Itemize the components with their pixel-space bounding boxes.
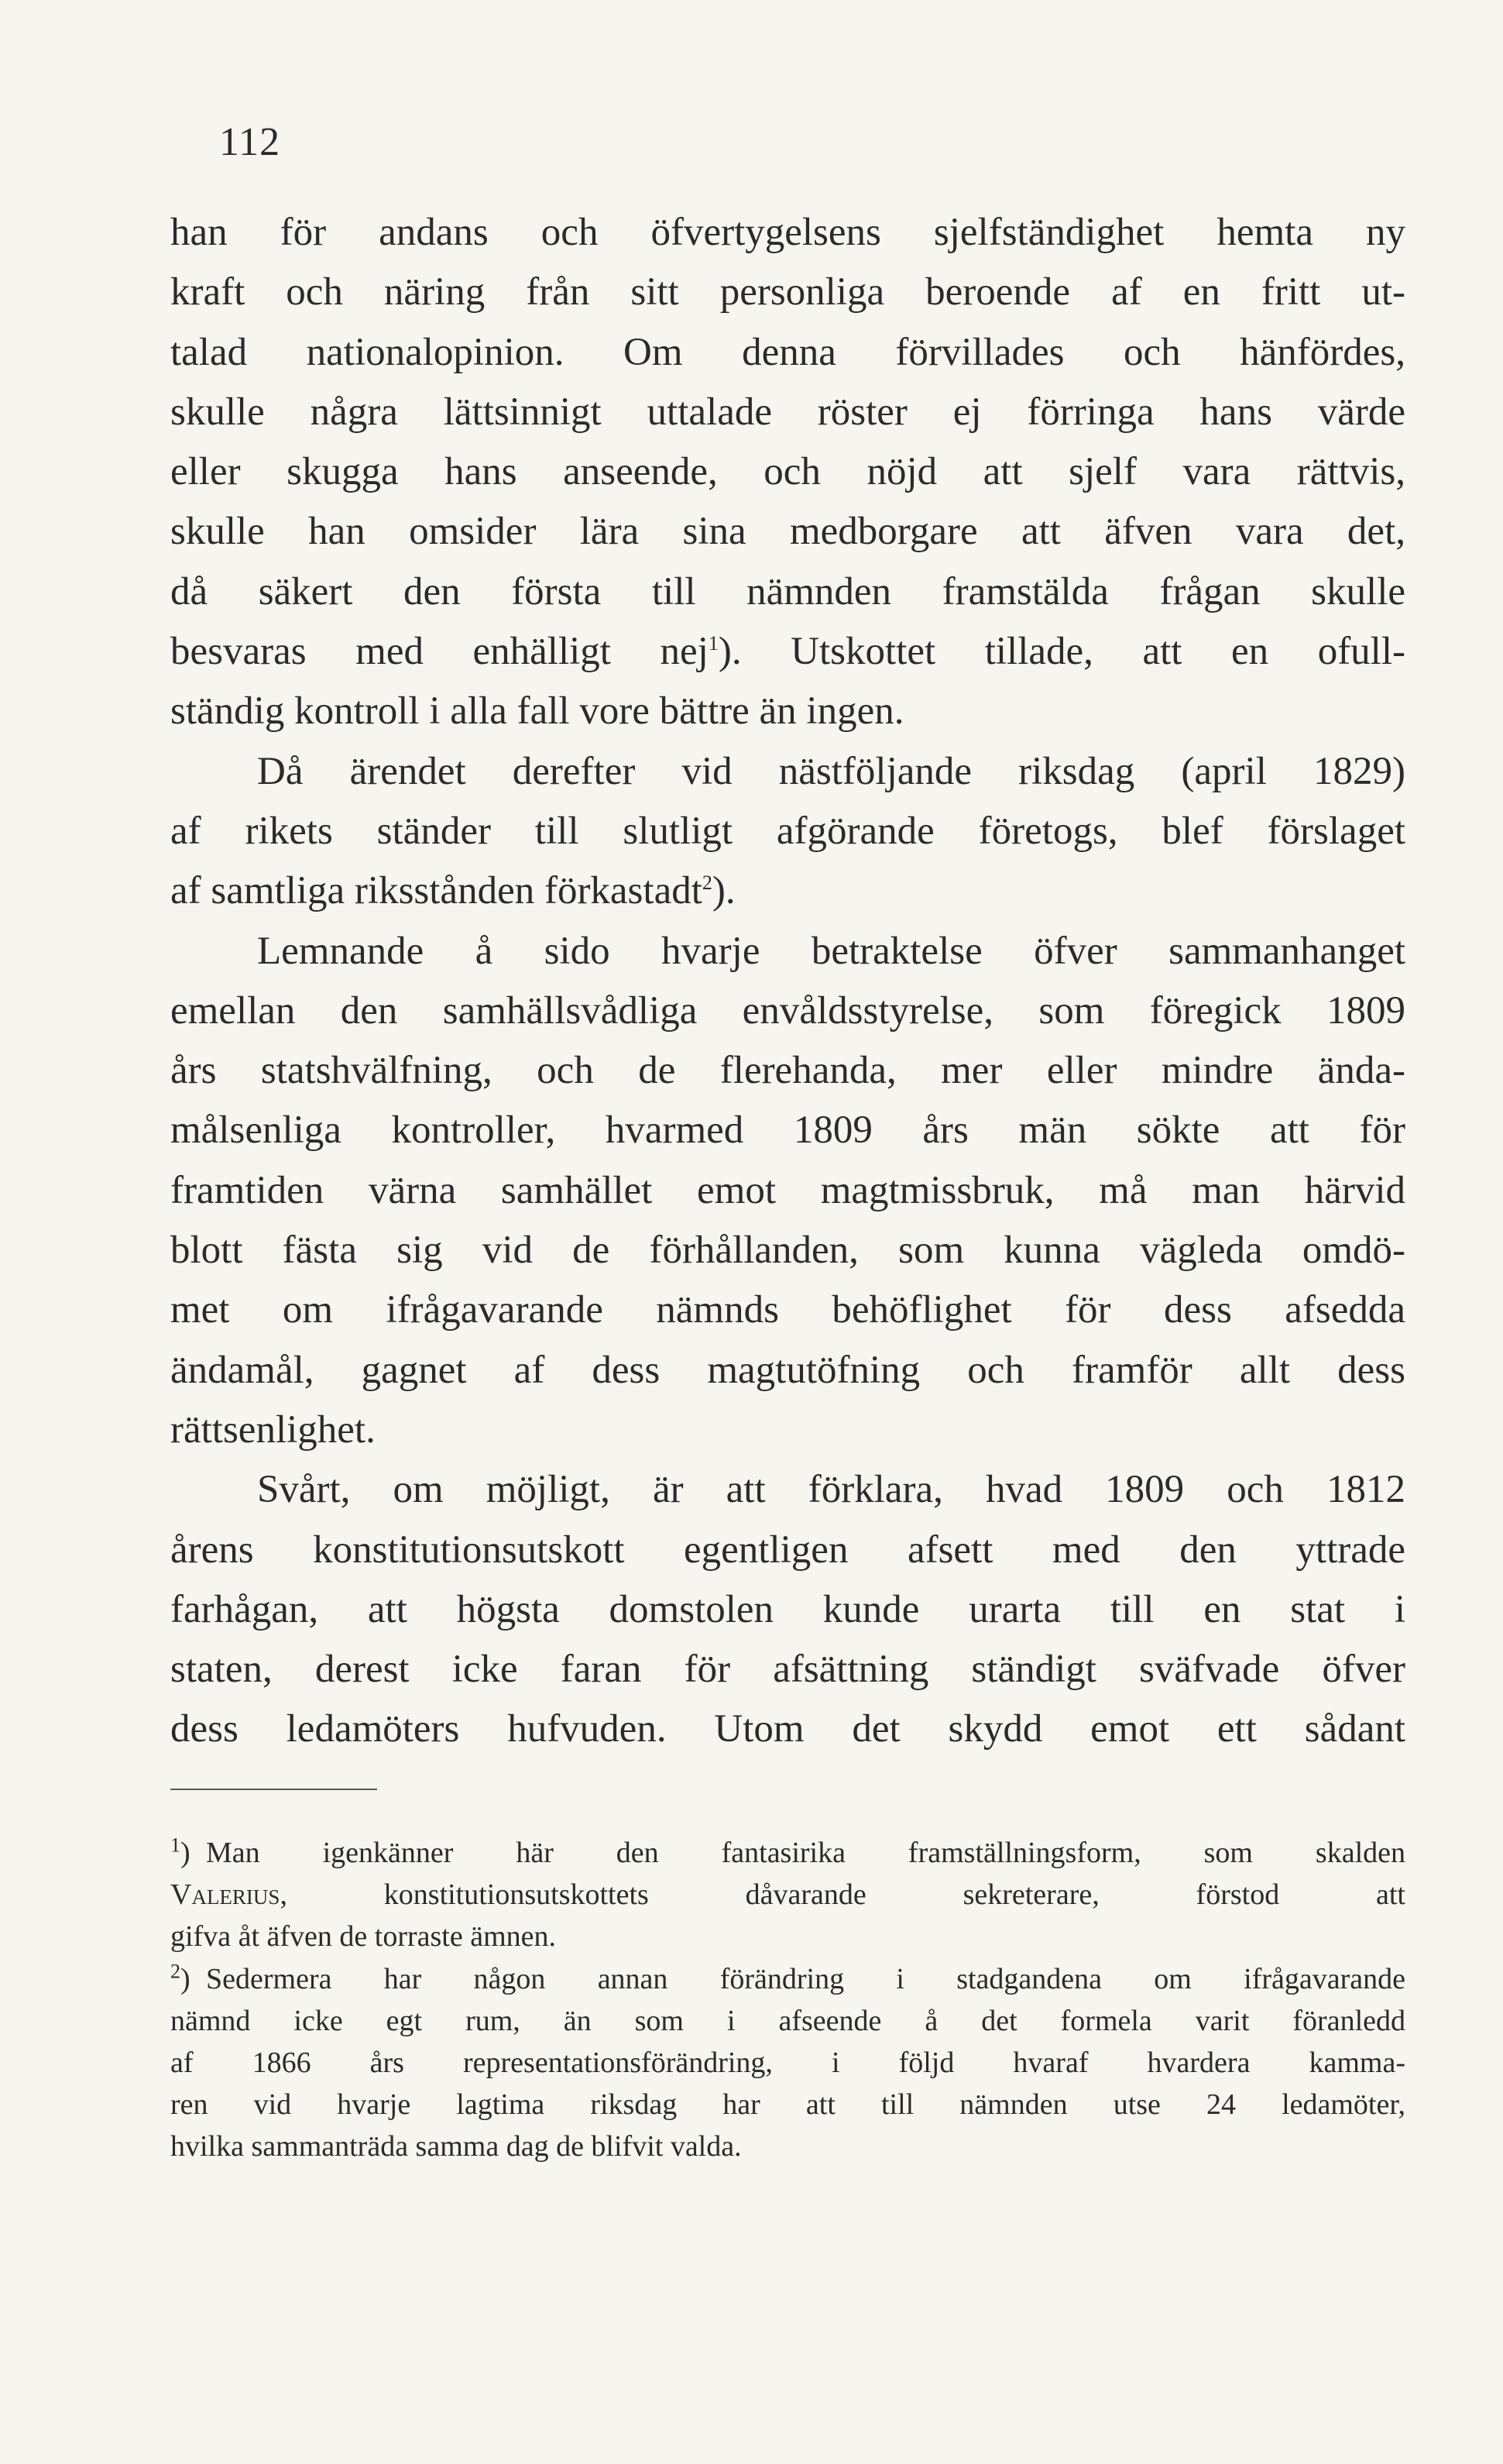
text-line [170,502,1405,562]
text-line [170,1161,1405,1221]
footnote-line [170,1958,1405,2000]
line-text: ständig kontroll i alla fall vore bättre än ingen. [170,689,904,734]
text-line [170,383,1405,442]
footnote-text: af 1866 års representationsförändring, i följd hvaraf hvardera kamma- [170,2046,1405,2079]
footnote-line [170,2084,1405,2126]
text-line [170,1580,1405,1640]
text-line [170,203,1405,263]
line-text: han för andans och öfvertygelsens sjelfständighet hemta ny [170,211,1405,254]
line-text: blott fästa sig vid de förhållanden, som kunna vägleda omdö- [170,1229,1405,1273]
line-text: skulle han omsider lära sina medborgare att äfven vara det, [170,510,1405,554]
footnote-text: Sedermera har någon annan förändring i stadgandena om ifrågavarande [206,1962,1405,1995]
text-line [170,981,1405,1041]
footnote [170,1958,1405,2168]
line-text: skulle några lättsinnigt uttalade röster ej förringa hans värde [170,390,1405,434]
line-text: farhågan, att högsta domstolen kunde urarta till en stat i [170,1587,1405,1631]
footnote-marker-paren: ) [180,1837,190,1869]
footnote [170,1832,1405,1958]
footnote-line [170,2042,1405,2084]
line-text: Lemnande å sido hvarje betraktelse öfver sammanhanget [257,929,1405,973]
footnote-text: , konstitutionsutskottets dåvarande sekreterare, förstod att [280,1878,1405,1912]
footnote-line [170,1874,1405,1916]
name-small-caps: Valerius [170,1878,280,1912]
line-text: kraft och näring från sitt personliga beroende af en fritt ut- [170,270,1405,314]
line-text: framtiden värna samhället emot magtmissbruk, må man härvid [170,1168,1405,1212]
text-line [170,263,1405,322]
text-line [170,1101,1405,1160]
footnote-marker-number: 1 [170,1833,180,1857]
line-text: af rikets ständer till slutligt afgörande företogs, blef förslaget [170,809,1405,853]
text-line [170,1280,1405,1340]
text-line [170,323,1405,383]
text-line [170,1341,1405,1400]
footnote-text: gifva åt äfven de torraste ämnen. [170,1920,556,1954]
line-text: Svårt, om möjligt, är att förklara, hvad 1809 och 1812 [257,1468,1405,1512]
line-text: års statshvälfning, och de flerehanda, mer eller mindre ända- [170,1049,1405,1093]
footnote-marker-number: 2 [170,1959,180,1982]
footnote-marker-paren: ) [180,1962,190,1995]
text-line [170,1041,1405,1101]
line-text: staten, derest icke faran för afsättning ständigt sväfvade öfver [170,1648,1405,1692]
footnote-reference: 2 [702,871,712,895]
text-line [170,742,1405,802]
footnote-line [170,2000,1405,2042]
footnote-line [170,1832,1405,1874]
page-number: 112 [219,120,281,164]
text-line [170,1400,1405,1460]
line-text: årens konstitutionsutskott egentligen afsett med den yttrade [170,1528,1405,1572]
text-line [170,1640,1405,1699]
text-line [170,562,1405,622]
footnote-text: Man igenkänner här den fantasirika framställningsform, som skalden [206,1837,1405,1869]
line-text: ändamål, gagnet af dess magtutöfning och framför allt dess [170,1348,1405,1392]
line-text: emellan den samhällsvådliga envåldsstyrelse, som föregick 1809 [170,988,1405,1033]
line-text-continued: ). Utskottet tillade, att en ofull- [718,630,1405,674]
text-line [170,1521,1405,1580]
footnote-text: ren vid hvarje lagtima riksdag har att till nämnden utse 24 ledamöter, [170,2088,1405,2122]
footnote-marker [170,1832,206,1874]
text-line [170,802,1405,861]
line-text: besvaras med enhälligt nej [170,630,709,674]
text-line [170,1699,1405,1759]
footnotes [170,1832,1405,2168]
text-line [170,1221,1405,1280]
line-text: rättsenlighet. [170,1407,376,1452]
text-line [170,861,1405,921]
line-text: af samtliga riksstånden förkastadt [170,869,702,913]
footnote-line [170,1916,1405,1957]
line-text: eller skugga hans anseende, och nöjd att sjelf vara rättvis, [170,450,1405,494]
footnote-reference: 1 [708,632,719,655]
text-line [170,922,1405,981]
body-text [170,203,1405,1760]
footnote-text: hvilka sammanträda samma dag de blifvit valda. [170,2130,742,2163]
text-line [170,1460,1405,1520]
line-text: målsenliga kontroller, hvarmed 1809 års män sökte att för [170,1108,1405,1153]
line-text: talad nationalopinion. Om denna förvillades och hänfördes, [170,330,1405,374]
text-line [170,442,1405,502]
footnote-text: nämnd icke egt rum, än som i afseende å det formela varit föranledd [170,2004,1405,2037]
line-text: Då ärendet derefter vid nästföljande riksdag (april 1829) [257,749,1405,793]
line-text: då säkert den första till nämnden framstälda frågan skulle [170,569,1405,613]
text-line [170,682,1405,741]
line-text-continued: ). [712,869,736,913]
footnote-marker [170,1958,206,2000]
line-text: dess ledamöters hufvuden. Utom det skydd emot ett sådant [170,1707,1405,1751]
line-text: met om ifrågavarande nämnds behöflighet för dess afsedda [170,1288,1405,1332]
footnote-divider [170,1789,377,1790]
footnote-line [170,2126,1405,2167]
text-line [170,622,1405,682]
